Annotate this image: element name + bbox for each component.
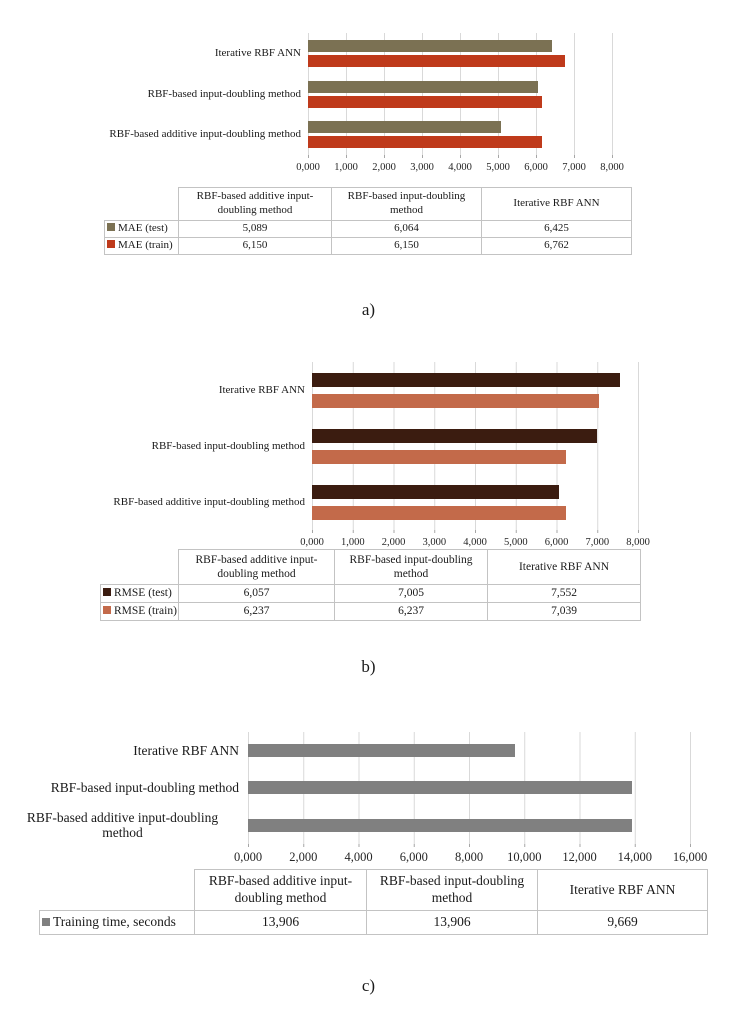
table-cell: 13,906	[195, 911, 367, 935]
table-cell: 6,064	[332, 221, 482, 238]
table-header-row	[105, 188, 632, 221]
column-header: Iterative RBF ANN	[538, 870, 708, 911]
category-label: RBF-based input-doubling method	[147, 87, 301, 100]
table-cell: 7,552	[488, 585, 641, 603]
axis-tick-marks	[248, 844, 691, 847]
x-tick-label: 14,000	[617, 850, 652, 864]
chart-row	[0, 33, 612, 74]
category-label: RBF-based input-doubling method	[151, 439, 305, 452]
plot-rows	[0, 732, 690, 844]
series-name: MAE (train)	[118, 239, 173, 252]
table-header-row	[40, 870, 708, 911]
chart-rmse	[0, 356, 737, 548]
column-header: Iterative RBF ANN	[482, 188, 632, 221]
legend-swatch-icon	[107, 223, 115, 231]
series-name: MAE (test)	[118, 222, 168, 235]
row-label	[101, 603, 179, 621]
bar	[312, 485, 559, 499]
x-axis	[296, 162, 624, 178]
x-tick-label: 10,000	[507, 850, 542, 864]
column-header: RBF-based additive input-doubling method	[179, 550, 335, 585]
bar	[248, 744, 515, 757]
table-cell: 5,089	[179, 221, 332, 238]
x-tick-label: 2,000	[372, 162, 396, 173]
x-tick-label: 6,000	[544, 537, 569, 548]
series-name: Training time, seconds	[53, 914, 176, 930]
x-tick-label: 7,000	[562, 162, 586, 173]
column-header: RBF-based additive input-doubling method	[179, 188, 332, 221]
x-tick-label: 0,000	[233, 850, 263, 864]
column-header: RBF-based input-doubling method	[332, 188, 482, 221]
table-cell: 6,150	[179, 238, 332, 255]
x-tick-label: 7,000	[585, 537, 610, 548]
bar-group	[308, 81, 612, 108]
table-cell: 6,150	[332, 238, 482, 255]
x-tick-label: 6,000	[524, 162, 548, 173]
table-row	[101, 603, 641, 621]
x-tick-label: 4,000	[463, 537, 487, 548]
data-table-mae	[104, 187, 632, 255]
x-tick-label: 2,000	[381, 537, 406, 548]
category-label: RBF-based additive input-doubling method	[109, 128, 301, 141]
corner-cell	[101, 550, 179, 585]
table-cell: 6,237	[335, 603, 488, 621]
x-tick-label: 2,000	[289, 850, 318, 864]
corner-cell	[105, 188, 179, 221]
bar	[312, 506, 566, 520]
x-tick-label: 5,000	[486, 162, 510, 173]
bar	[312, 373, 620, 387]
table-cell: 6,057	[179, 585, 335, 603]
chart-row	[0, 362, 638, 418]
bar-group	[248, 781, 690, 794]
table-cell: 6,237	[179, 603, 335, 621]
x-tick-label: 1,000	[334, 162, 358, 173]
axis-tick-marks	[312, 530, 639, 533]
x-tick-label: 1,000	[340, 537, 365, 548]
chart-row	[0, 769, 690, 806]
x-axis	[233, 850, 708, 866]
chart-row	[0, 418, 638, 474]
category-label: Iterative RBF ANN	[133, 742, 239, 758]
panel-caption-b: b)	[361, 657, 376, 676]
table-row	[40, 911, 708, 935]
table-row	[105, 221, 632, 238]
plot-rows	[0, 33, 612, 155]
x-tick-label: 3,000	[410, 162, 434, 173]
row-label	[105, 238, 179, 255]
table-cell: 13,906	[367, 911, 538, 935]
chart-row	[0, 114, 612, 155]
x-tick-label: 0,000	[296, 162, 320, 173]
panel-caption-c: c)	[361, 976, 376, 995]
x-tick-label: 4,000	[344, 850, 373, 864]
bar	[312, 394, 599, 408]
legend-swatch-icon	[42, 918, 50, 926]
table-row	[101, 585, 641, 603]
series-name: RMSE (train)	[114, 605, 177, 618]
row-label	[105, 221, 179, 238]
column-header: Iterative RBF ANN	[488, 550, 641, 585]
category-label: Iterative RBF ANN	[218, 383, 305, 396]
plot-rows	[0, 362, 638, 530]
panel-caption-a: a)	[361, 300, 376, 319]
table-cell: 7,039	[488, 603, 641, 621]
column-header: RBF-based input-doubling method	[367, 870, 538, 911]
corner-cell	[40, 870, 195, 911]
bar	[312, 450, 566, 464]
chart-row	[0, 474, 638, 530]
category-label: Iterative RBF ANN	[214, 47, 301, 60]
table-cell: 9,669	[538, 911, 708, 935]
bar	[308, 121, 501, 133]
row-label	[101, 585, 179, 603]
bar-group	[248, 819, 690, 832]
column-header: RBF-based input-doubling method	[335, 550, 488, 585]
data-table-training-time	[39, 869, 708, 935]
data-table-rmse	[100, 549, 641, 621]
chart-row	[0, 807, 690, 844]
table-cell: 7,005	[335, 585, 488, 603]
bar	[308, 40, 552, 52]
bar-group	[248, 744, 690, 757]
table-cell: 6,762	[482, 238, 632, 255]
x-tick-label: 8,000	[454, 850, 484, 864]
bar	[248, 819, 632, 832]
category-label: RBF-based additive input-doubling method	[26, 809, 219, 841]
category-label: RBF-based input-doubling method	[50, 780, 239, 796]
x-tick-label: 5,000	[503, 537, 528, 548]
x-tick-label: 8,000	[600, 162, 624, 173]
legend-swatch-icon	[103, 588, 111, 596]
chart-training-time	[0, 724, 737, 864]
bar-group	[312, 373, 638, 408]
table-cell: 6,425	[482, 221, 632, 238]
chart-mae	[0, 28, 737, 180]
category-label: RBF-based additive input-doubling method	[113, 495, 305, 508]
bar	[308, 96, 542, 108]
bar	[308, 55, 565, 67]
x-tick-label: 6,000	[399, 850, 428, 864]
legend-swatch-icon	[107, 240, 115, 248]
bar-group	[312, 429, 638, 464]
series-name: RMSE (test)	[114, 587, 172, 600]
bar	[308, 81, 538, 93]
bar	[248, 781, 632, 794]
x-tick-label: 0,000	[300, 537, 324, 548]
column-header: RBF-based additive input-doubling method	[195, 870, 367, 911]
table-row	[105, 238, 632, 255]
legend-swatch-icon	[103, 606, 111, 614]
x-tick-label: 4,000	[448, 162, 472, 173]
x-tick-label: 12,000	[562, 850, 597, 864]
bar-group	[308, 121, 612, 148]
bar-group	[308, 40, 612, 67]
bar-group	[312, 485, 638, 520]
x-tick-label: 8,000	[626, 537, 650, 548]
x-tick-label: 16,000	[672, 850, 708, 864]
chart-row	[0, 74, 612, 115]
table-header-row	[101, 550, 641, 585]
chart-row	[0, 732, 690, 769]
bar	[312, 429, 597, 443]
x-tick-label: 3,000	[422, 537, 447, 548]
bar	[308, 136, 542, 148]
row-label	[40, 911, 195, 935]
axis-tick-marks	[308, 155, 613, 158]
